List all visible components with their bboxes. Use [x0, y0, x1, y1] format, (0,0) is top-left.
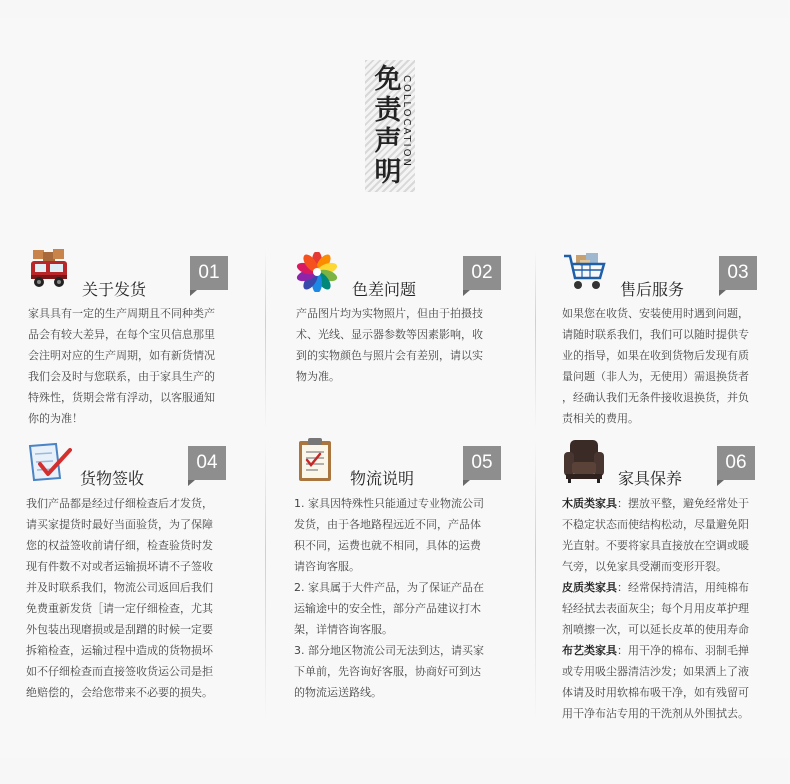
card-line: 产品图片均为实物照片，但由于拍摄技 — [296, 307, 483, 320]
card-line: 剂喷擦一次，可以延长皮革的使用寿命 — [562, 623, 749, 636]
card-line: 拆箱检查，运输过程中造成的货物损坏 — [26, 644, 213, 657]
truck-icon — [28, 248, 70, 290]
card-line: 架，详情咨询客服。 — [294, 623, 393, 636]
card-title: 售后服务 — [620, 280, 685, 299]
card-line: 如果您在收货、安装使用时遇到问题， — [562, 307, 749, 320]
card-line: 会注明对应的生产周期，如有新货情况 — [28, 349, 215, 362]
card-line: 现有件数不对或者运输损坏请不子签收 — [26, 560, 213, 573]
card-line: 你的为准！ — [28, 412, 83, 425]
card-line: 不稳定状态而使结构松动，尽量避免阳 — [562, 518, 749, 531]
card-body — [28, 303, 248, 429]
card-line: ，经确认我们无条件接收退换货，并负 — [562, 391, 749, 404]
card-number-badge: 04 — [188, 446, 226, 480]
card-line: 我们会及时与您联系，由于家具生产的 — [28, 370, 215, 383]
card-line: 责相关的费用。 — [562, 412, 639, 425]
card-line — [562, 577, 784, 598]
column-divider — [535, 440, 536, 720]
card-line: 量问题（非人为，无使用）需退换货者 — [562, 370, 749, 383]
card-number-badge: 02 — [463, 256, 501, 290]
card-line: 请咨询客服。 — [294, 560, 360, 573]
care-label: 木质类家具 — [562, 497, 617, 510]
shopping-cart-icon — [562, 250, 608, 294]
card-line: 下单前，先咨询好客服，协商好可到达 — [294, 665, 481, 678]
card-body — [296, 303, 521, 387]
card-line: 的物流运送路线。 — [294, 686, 382, 699]
card-line: 到的实物颜色与照片会有差别，请以实 — [296, 349, 483, 362]
card-line: 1. 家具因特殊性只能通过专业物流公司 — [294, 497, 484, 510]
care-label: 皮质类家具 — [562, 581, 617, 594]
card-body — [26, 493, 251, 703]
title-char: 明 — [374, 157, 402, 188]
card-line: 用干净布沾专用的干洗剂从外围拭去。 — [562, 707, 749, 720]
card-body — [562, 493, 784, 724]
card-line: 我们产品都是经过仔细检查后才发货， — [26, 497, 213, 510]
page-title — [371, 64, 405, 188]
card-line: 发货，由于各地路程远近不同，产品体 — [294, 518, 481, 531]
card-line: 免费重新发货［请一定仔细检查，尤其 — [26, 602, 213, 615]
card-number-badge: 05 — [463, 446, 501, 480]
card-line: 体请及时用软棉布吸干净，如有残留可 — [562, 686, 749, 699]
checkmark-form-icon — [26, 440, 72, 484]
color-wheel-icon — [294, 252, 340, 292]
card-line: 气旁，以免家具受潮而变形开裂。 — [562, 560, 727, 573]
card-line — [562, 640, 784, 661]
card-line: 并及时联系我们，物流公司返回后我们 — [26, 581, 213, 594]
armchair-icon — [562, 438, 606, 484]
card-line: 如不仔细检查而直接签收货运公司是拒 — [26, 665, 213, 678]
care-text: ：摆放平整，避免经常处于 — [617, 497, 749, 510]
title-char: 声 — [374, 126, 402, 157]
card-body — [562, 303, 782, 429]
column-divider — [265, 440, 266, 720]
card-line: 请买家提货时最好当面验货，为了保障 — [26, 518, 213, 531]
care-label: 布艺类家具 — [562, 644, 617, 657]
card-line: 轻经拭去表面灰尘；每个月用皮革护理 — [562, 602, 749, 615]
card-title: 家具保养 — [618, 469, 683, 488]
card-line — [562, 493, 784, 514]
card-title: 货物签收 — [80, 469, 145, 488]
card-line: 家具具有一定的生产周期且不同种类产 — [28, 307, 215, 320]
column-divider — [535, 250, 536, 430]
card-line: 积不同，运费也就不相同，具体的运费 — [294, 539, 481, 552]
card-line: 您的权益签收前请仔细，检查验货时发 — [26, 539, 213, 552]
card-title: 物流说明 — [350, 469, 415, 488]
card-line: 术、光线、显示器参数等因素影响，收 — [296, 328, 483, 341]
card-number-badge: 03 — [719, 256, 757, 290]
card-line: 特殊性，货期会常有浮动，以客服通知 — [28, 391, 215, 404]
card-title: 色差问题 — [352, 280, 417, 299]
card-line: 或专用吸尘器清洁沙发；如果洒上了液 — [562, 665, 749, 678]
card-body — [294, 493, 522, 703]
title-char: 免 — [374, 64, 402, 95]
title-char: 责 — [374, 95, 402, 126]
card-line: 2. 家具属于大件产品，为了保证产品在 — [294, 581, 484, 594]
card-title: 关于发货 — [82, 280, 147, 299]
clipboard-icon — [296, 436, 336, 484]
card-line: 外包装出现磨损或是刮蹭的时候一定要 — [26, 623, 213, 636]
card-line: 3. 部分地区物流公司无法到达，请买家 — [294, 644, 484, 657]
card-line: 光直射。不要将家具直接放在空调或暖 — [562, 539, 749, 552]
care-text: ：用干净的棉布、羽制毛掸 — [617, 644, 749, 657]
column-divider — [265, 250, 266, 430]
card-number-badge: 06 — [717, 446, 755, 480]
card-line: 运输途中的安全性，部分产品建议打木 — [294, 602, 481, 615]
card-line: 品会有较大差异，在每个宝贝信息那里 — [28, 328, 215, 341]
card-line: 请随时联系我们，我们可以随时提供专 — [562, 328, 749, 341]
page-subtitle: COLLOCATION — [401, 75, 412, 168]
care-text: ：经常保持清洁，用纯棉布 — [617, 581, 749, 594]
card-line: 物为准。 — [296, 370, 340, 383]
card-line: 绝赔偿的，会给您带来不必要的损失。 — [26, 686, 213, 699]
card-line: 业的指导，如果在收到货物后发现有质 — [562, 349, 749, 362]
card-number-badge: 01 — [190, 256, 228, 290]
